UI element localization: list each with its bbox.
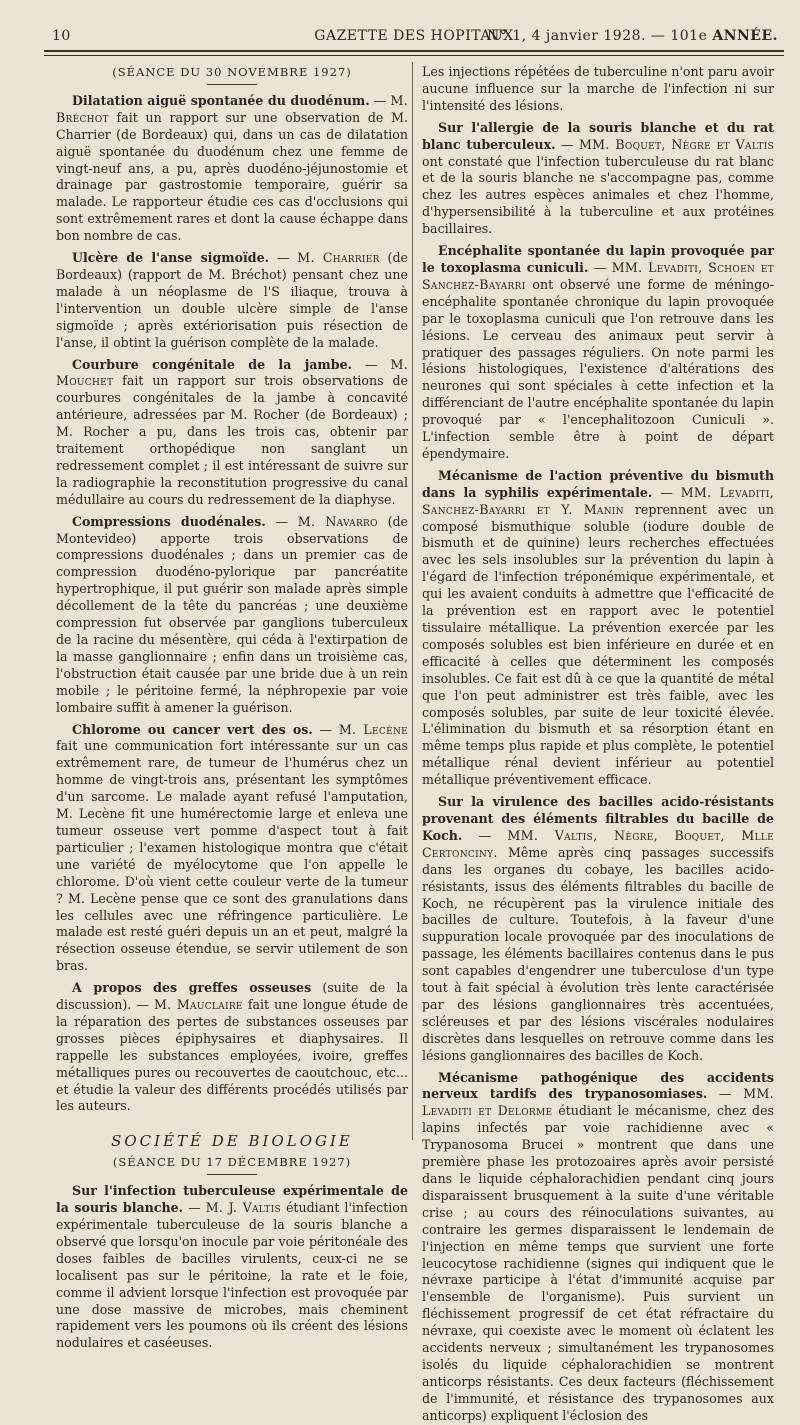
society-title: SOCIÉTÉ DE BIOLOGIE [111,1132,353,1151]
article-greffes: A propos des greffes osseuses (suite de la discussion). — M. Mauclaire fait une longue étude de la réparation des pertes de substances osseuses par grosses pièces épiphysaires et diaphysaires. Il rappelle les substances employées, ivoire, greffes métalliques pures ou recouvertes de caoutchouc, etc... et étudie la valeur des différents procédés utilisés par les auteurs. [56,980,408,1114]
issue-info [487,28,778,44]
continued-text: Les injections répétées de tuberculine n'ont paru avoir aucune influence sur la marche de l'infection ni sur l'intensité des lésions. [422,64,774,113]
article-author: M. Lecène [338,721,408,737]
article-body: fait un rapport sur une observation de M. Charrier (de Bordeaux) qui, dans un cas de dilatation aiguë spontanée du duodénum chez une femme de vingt-neuf ans, a pu, après duodéno-jéjunostomie et drainage par gastrostomie temporaire, guérir sa malade. Le rapporteur étudie ces cas d'occlusions qui sont extrêmement rares et dont la cause échappe dans bon nombre de cas. [56,109,408,244]
article-author: M. Mouchet [56,356,408,389]
article-title: Sur la virulence des bacilles acido-résistants provenant des éléments filtrables du bacille de Koch. [422,794,774,843]
article-body: fait une communication fort intéressante sur un cas extrêmement rare, de tumeur de l'humérus chez un homme de vingt-trois ans, présentant les symptômes d'un sarcome. Le malade ayant refusé l'amputation, M. Lecène fit une humérectomie large et enleva une tumeur osseuse vert pomme d'aspect tout à fait particulier ; l'examen histologique montra que c'était une variété de myélocytome que l'on appelle le chlorome. D'où vient cette couleur verte de la tumeur ? M. Lecène pense que ce sont des granulations dans les cellules avec une réfringence particulière. Le malade est resté guéri depuis un an et peut, malgré la résection osseuse étendue, se servir utilement de son bras. [56,738,408,974]
article-body: reprennent avec un composé bismuthique soluble (iodure double de bismuth et de quinine) leurs recherches effectuées avec les sels insolubles sur la prévention du lapin à l'égard de l'infection tréponémique expérimentale, et qui les avaient conduits à admettre que l'efficacité de la prévention est en rapport avec le potentiel tissulaire métallique. La prévention exercée par les composés solubles est bien inférieure en durée et en efficacité à celles que déterminent les composés insolubles. Ce fait est dû à ce que la quantité de métal que l'on peut administrer est très faible, avec les composés solubles, par suite de leur toxicité élevée. L'élimination du bismuth et sa résorption étant en même temps plus rapide et plus complète, le potentiel métallique rénal devient inférieur au potentiel métallique préventivement efficace. [422,501,774,788]
right-column [422,64,775,1423]
article-author: MM. Boquet, Nègre et Valtis [578,136,774,152]
article-bismuth: Mécanisme de l'action préventive du bismuth dans la syphilis expérimentale. — MM. Levaditi, Sanchez-Bayarri et Y. Manin reprennent avec un composé bismuthique soluble (iodure double de bismuth et de quinine) leurs recherches effectuées avec les sels insolubles sur la prévention du lapin à l'égard de l'infection tréponémique expérimentale, et qui les avaient conduits à admettre que l'efficacité de la prévention est en rapport avec le potentiel tissulaire métallique. La prévention exercée par les composés solubles est bien inférieure en durée et en efficacité à celles que déterminent les composés insolubles. Ce fait est dû à ce que la quantité de métal que l'on peut administrer est très faible, avec les composés solubles, par suite de leur toxicité élevée. L'élimination du bismuth et sa résorption étant en même temps plus rapide et plus complète, le potentiel métallique rénal devient inférieur au potentiel métallique préventivement efficace. [422,467,774,788]
article-author: MM. Levaditi et Delorme [422,1086,774,1119]
article-title: Sur l'allergie de la souris blanche et du rat blanc tuberculeux. [422,119,774,152]
article-body: fait un rapport sur trois observations de courbures congénitales de la jambe à concavité antérieure, adressées par M. Rocher (de Bordeaux) ; M. Rocher a pu, dans les trois cas, obtenir par traitement orthopédique non sanglant un redressement complet ; il est intéressant de suivre sur la radiographie la reconstitution progressive du canal médullaire au cours du redressement de la diaphyse. [56,373,408,507]
article-paren: (suite de la discussion). [56,980,408,1013]
running-header [44,24,784,48]
article-title: Sur l'infection tuberculeuse expérimentale de la souris blanche. [56,1183,408,1216]
seance-heading-1: (SÉANCE DU 30 NOVEMBRE 1927) [112,65,352,79]
issue-date: N° 1, 4 janvier 1928. — 101e [487,28,708,44]
article-title: Dilatation aiguë spontanée du duodénum. [72,92,370,108]
article-allergie: Sur l'allergie de la souris blanche et du rat blanc tuberculeux. — MM. Boquet, Nègre et Valtis ont constaté que l'infection tuberculeuse du rat blanc et de la souris blanche ne s'accompagne pas, comme chez les autres espèces animales et chez l'homme, d'hypersensibilité à la tuberculine et aux protéines bacillaires. [422,119,774,237]
article-author: MM. Levaditi, Schoen et Sanchez-Bayarri [422,259,774,292]
article-title: Chlorome ou cancer vert des os. [72,721,313,737]
article-trypanosomiases: Mécanisme pathogénique des accidents nerveux tardifs des trypanosomiases. — MM. Levaditi et Delorme étudiant le mécanisme, chez des lapins infectés par voie rachidienne avec « Trypanosoma Brucei » montrent que dans une première phase les protozoaires après avoir persisté dans le liquide céphalorachidien pendant cinq jours disparaissent brusquement à la suite d'une véritable crise ; au cours des réinoculations suivantes, au contraire les germes disparaissent le lendemain de l'injection en même temps que survient une forte leucocytose rachidienne (signes qui indiquent que le névraxe participe à l'état d'immunité acquise par l'ensemble de l'organisme). Puis survient un fléchissement progressif de cet état réfractaire du névraxe, qui coexiste avec le moment où éclatent les accidents nerveux ; simultanément les trypanosomes isolés du liquide céphalorachidien se montrent anticorps résistants. Ces deux facteurs (fléchissement de l'immunité, et résistance des trypanosomes aux anticorps) expliquent l'éclosion des [422,1069,774,1423]
article-ulcere: Ulcère de l'anse sigmoïde. — M. Charrier (de Bordeaux) (rapport de M. Bréchot) pensant chez une malade à un néoplasme de l'S iliaque, trouva à l'intervention un double ulcère simple de l'anse sigmoïde ; après extériorisation puis résection de l'anse, il obtint la guérison complète de la malade. [56,250,408,350]
article-author: M. Navarro [297,513,378,529]
article-body: Même après cinq passages successifs dans les organes du cobaye, les bacilles acido-résistants, issus des éléments filtrables du bacille de Koch, ne récupèrent pas la virulence initiale des bacilles de culture. Toutefois, à la faveur d'une suppuration locale provoquée par des inoculations de passage, les éléments bacillaires contenus dans le pus sont capables d'engendrer une tuberculose d'un type tout à fait spécial à évolution très lente caractérisée par des lésions ganglionnaires très accentuées, scléreuses et par des lésions viscérales nodulaires discrètes dans lesquelles on retrouve comme dans les lésions ganglionnaires des bacilles de Koch. [422,844,774,1063]
section-rule-2 [207,1174,257,1175]
header-rule [44,50,784,56]
article-body: ont constaté que l'infection tuberculeuse du rat blanc et de la souris blanche ne s'accompagne pas, comme chez les autres espèces animales et chez l'homme, d'hypersensibilité à la tuberculine et aux protéines bacillaires. [422,153,774,237]
article-body: (de Montevideo) apporte trois observations de compressions duodénales ; dans un premier cas de compression duodéno-pylorique par pancréatite hypertrophique, il put guérir son malade après simple décollement de la tête du pancréas ; une deuxième compression fut observée par ganglions tuberculeux de la racine du mésentère, qui céda à l'extirpation de la masse ganglionnaire ; enfin dans un troisième cas, l'obstruction était causée par une bride due à un rein mobile ; le péritoine fermé, la néphropexie par voie lombaire suffit à amener la guérison. [56,513,408,715]
seance-heading-2: (SÉANCE DU 17 DÉCEMBRE 1927) [112,1155,352,1170]
article-chlorome: Chlorome ou cancer vert des os. — M. Lecène fait une communication fort intéressante sur un cas extrêmement rare, de tumeur de l'humérus chez un homme de vingt-trois ans, présentant les symptômes d'un sarcome. Le malade ayant refusé l'amputation, M. Lecène fit une humérectomie large et enleva une tumeur osseuse vert pomme d'aspect tout à fait particulier ; l'examen histologique montra que c'était une variété de myélocytome que l'on appelle le chlorome. D'où vient cette couleur verte de la tumeur ? M. Lecène pense que ce sont des granulations dans les cellules avec une réfringence particulière. Le malade est resté guéri depuis un an et peut, malgré la résection osseuse étendue, se servir utilement de son bras. [56,721,408,974]
article-souris: Sur l'infection tuberculeuse expérimentale de la souris blanche. — M. J. Valtis étudiant l'infection expérimentale tuberculeuse de la souris blanche a observé que lorsqu'on inocule par voie péritonéale des doses faibles de bacilles virulents, ceux-ci ne se localisent pas sur le péritoine, la rate et le foie, comme il advient lorsque l'infection est provoquée par une dose massive de microbes, mais cheminent rapidement vers les poumons où ils créent des lésions nodulaires et caséeuses. [56,1183,408,1351]
page-number: 10 [52,28,71,44]
left-column [56,64,408,1351]
article-title: Encéphalite spontanée du lapin provoquée par le toxoplasma cuniculi. [422,243,774,275]
section-rule-1 [207,84,257,85]
article-title: Courbure congénitale de la jambe. [72,356,352,372]
article-virulence: Sur la virulence des bacilles acido-résistants provenant des éléments filtrables du bacille de Koch. — MM. Valtis, Nègre, Boquet, Mlle Certonciny. Même après cinq passages successifs dans les organes du cobaye, les bacilles acido-résistants, issus des éléments filtrables du bacille de Koch, ne récupèrent pas la virulence initiale des bacilles de culture. Toutefois, à la faveur d'une suppuration locale provoquée par des inoculations de passage, les éléments bacillaires contenus dans le pus sont capables d'engendrer une tuberculose d'un type tout à fait spécial à évolution très lente caractérisée par des lésions ganglionnaires très accentuées, scléreuses et par des lésions viscérales nodulaires discrètes dans lesquelles on retrouve comme dans les lésions ganglionnaires des bacilles de Koch. [422,794,775,1063]
article-compressions: Compressions duodénales. — M. Navarro (de Montevideo) apporte trois observations de compressions duodénales ; dans un premier cas de compression duodéno-pylorique par pancréatite hypertrophique, il put guérir son malade après simple décollement de la tête du pancréas ; une deuxième compression fut observée par ganglions tuberculeux de la racine du mésentère, qui céda à l'extirpation de la masse ganglionnaire ; enfin dans un troisième cas, l'obstruction était causée par une bride due à un rein mobile ; le péritoine fermé, la néphropexie par voie lombaire suffit à amener la guérison. [56,513,408,715]
article-title: Compressions duodénales. [72,513,266,529]
article-author: MM. Valtis, Nègre, Boquet, Mlle Certonciny. [422,827,775,860]
article-author: M. Charrier [297,250,380,266]
article-body: ont observé une forme de méningo-encéphalite spontanée chronique du lapin provoquée par le toxoplasma cuniculi que l'on retrouve dans les lésions. Le cerveau des animaux peut servir à pratiquer des passages réguliers. On note parmi les lésions histologiques, l'existence d'altérations des neurones qui sont spéciales à cette infection et la différenciant de l'autre encéphalite spontanée du lapin provoqué par « l'encephalitozoon Cuniculi ». L'infection semble être à point de départ épendymaire. [422,276,774,461]
article-body: étudiant l'infection expérimentale tuberculeuse de la souris blanche a observé que lorsqu'on inocule par voie péritonéale des doses faibles de bacilles virulents, ceux-ci ne se localisent pas sur le péritoine, la rate et le foie, comme il advient lorsque l'infection est provoquée par une dose massive de microbes, mais cheminent rapidement vers les poumons où ils créent des lésions nodulaires et caséeuses. [56,1200,408,1351]
article-body: fait une longue étude de la réparation des pertes de substances osseuses par grosses pièces épiphysaires et diaphysaires. Il rappelle les substances employées, ivoire, greffes métalliques pures ou recouvertes de caoutchouc, etc... et étudie la valeur des différents procédés utilisés par les auteurs. [56,997,408,1114]
issue-annee: ANNÉE. [712,28,778,44]
article-author: M. Mauclaire [153,997,243,1013]
article-body: (de Bordeaux) (rapport de M. Bréchot) pensant chez une malade à un néoplasme de l'S iliaque, trouva à l'intervention un double ulcère simple de l'anse sigmoïde ; après extériorisation puis résection de l'anse, il obtint la guérison complète de la malade. [56,250,408,350]
article-body: étudiant le mécanisme, chez des lapins infectés par voie rachidienne avec « Trypanosoma Brucei » montrent que dans une première phase les protozoaires après avoir persisté dans le liquide céphalorachidien pendant cinq jours disparaissent brusquement à la suite d'une véritable crise ; au cours des réinoculations suivantes, au contraire les germes disparaissent le lendemain de l'injection en même temps que survient une forte leucocytose rachidienne (signes qui indiquent que le névraxe participe à l'état d'immunité acquise par l'ensemble de l'organisme). Puis survient un fléchissement progressif de cet état réfractaire du névraxe, qui coexiste avec le moment où éclatent les accidents nerveux ; simultanément les trypanosomes isolés du liquide céphalorachidien se montrent anticorps résistants. Ces deux facteurs (fléchissement de l'immunité, et résistance des trypanosomes aux anticorps) expliquent l'éclosion des [422,1103,774,1423]
article-encephalite: Encéphalite spontanée du lapin provoquée par le toxoplasma cuniculi. — MM. Levaditi, Schoen et Sanchez-Bayarri ont observé une forme de méningo-encéphalite spontanée chronique du lapin provoquée par le toxoplasma cuniculi que l'on retrouve dans les lésions. Le cerveau des animaux peut servir à pratiquer des passages réguliers. On note parmi les lésions histologiques, l'existence d'altérations des neurones qui sont spéciales à cette infection et la différenciant de l'autre encéphalite spontanée du lapin provoqué par « l'encephalitozoon Cuniculi ». L'infection semble être à point de départ épendymaire. [422,243,774,461]
article-title: Mécanisme pathogénique des accidents nerveux tardifs des trypanosomiases. [422,1069,774,1102]
article-title: Mécanisme de l'action préventive du bismuth dans la syphilis expérimentale. [422,467,774,500]
article-author: M. J. Valtis [205,1200,281,1216]
journal-title: GAZETTE DES HOPITAUX [314,28,514,44]
article-title: A propos des greffes osseuses [72,980,312,996]
article-author: M. Bréchot [56,92,408,125]
article-title: Ulcère de l'anse sigmoïde. [72,250,269,266]
column-divider [412,62,413,1140]
article-dilatation: Dilatation aiguë spontanée du duodénum. — M. Bréchot fait un rapport sur une observation de M. Charrier (de Bordeaux) qui, dans un cas de dilatation aiguë spontanée du duodénum chez une femme de vingt-neuf ans, a pu, après duodéno-jéjunostomie et drainage par gastrostomie temporaire, guérir sa malade. Le rapporteur étudie ces cas d'occlusions qui sont extrêmement rares et dont la cause échappe dans bon nombre de cas. [56,92,408,244]
article-author: MM. Levaditi, Sanchez-Bayarri et Y. Manin [422,484,774,517]
article-courbure: Courbure congénitale de la jambe. — M. Mouchet fait un rapport sur trois observations de courbures congénitales de la jambe à concavité antérieure, adressées par M. Rocher (de Bordeaux) ; M. Rocher a pu, dans les trois cas, obtenir par traitement orthopédique non sanglant un redressement complet ; il est intéressant de suivre sur la radiographie la reconstitution progressive du canal médullaire au cours du redressement de la diaphyse. [56,356,408,507]
